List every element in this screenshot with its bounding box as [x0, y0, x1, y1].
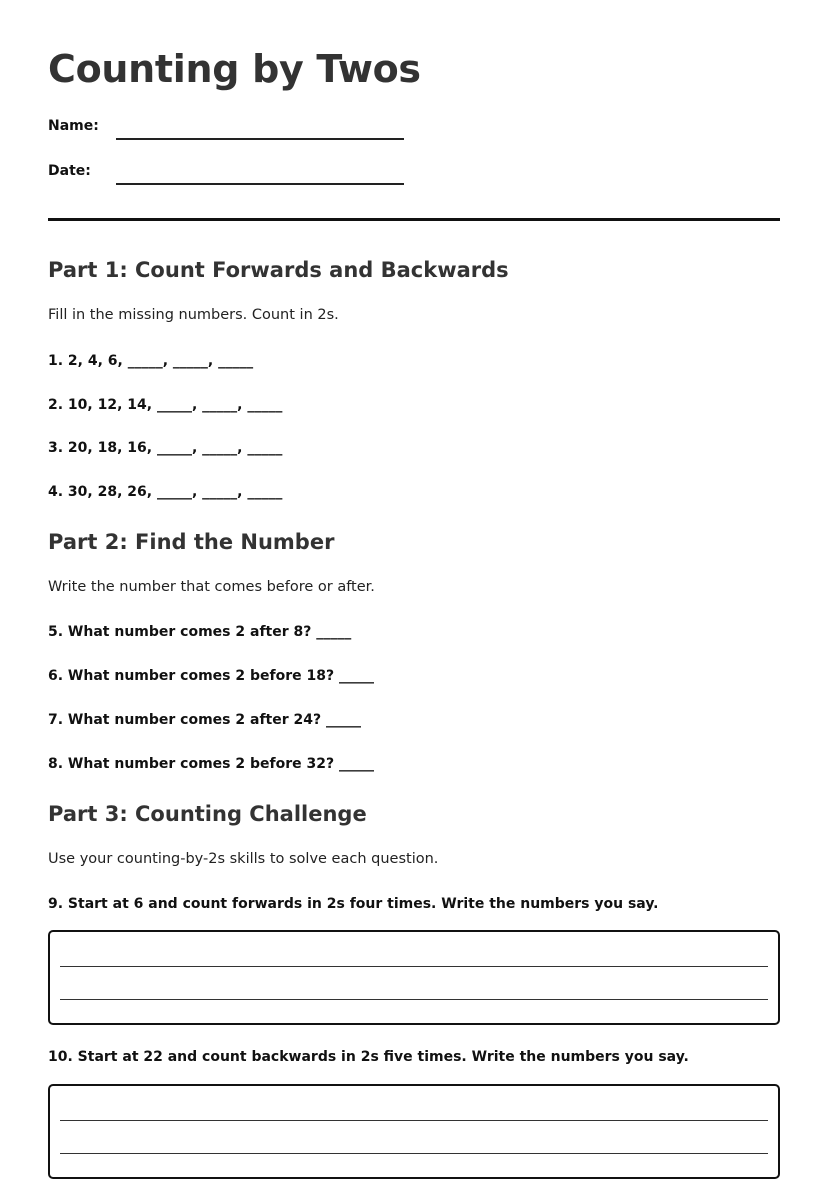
answer-line[interactable] — [60, 999, 768, 1000]
question-4: 4. 30, 28, 26, _____, _____, _____ — [48, 484, 283, 500]
answer-line[interactable] — [60, 1153, 768, 1154]
question-5: 5. What number comes 2 after 8? _____ — [48, 624, 352, 640]
answer-box-9[interactable] — [48, 930, 780, 1025]
question-10: 10. Start at 22 and count backwards in 2s five times. Write the numbers you say. — [48, 1049, 689, 1065]
date-label: Date: — [48, 163, 91, 179]
part2-title: Part 2: Find the Number — [48, 530, 335, 554]
date-field — [48, 163, 408, 187]
part2-instructions: Write the number that comes before or after. — [48, 579, 375, 595]
date-answer-line[interactable] — [116, 183, 404, 185]
header-divider — [48, 218, 780, 221]
question-9: 9. Start at 6 and count forwards in 2s four times. Write the numbers you say. — [48, 896, 659, 912]
answer-line[interactable] — [60, 1120, 768, 1121]
part3-title: Part 3: Counting Challenge — [48, 802, 367, 826]
question-6: 6. What number comes 2 before 18? _____ — [48, 668, 374, 684]
part1-instructions: Fill in the missing numbers. Count in 2s. — [48, 307, 339, 323]
answer-box-10[interactable] — [48, 1084, 780, 1179]
question-1: 1. 2, 4, 6, _____, _____, _____ — [48, 353, 254, 369]
name-answer-line[interactable] — [116, 138, 404, 140]
question-7: 7. What number comes 2 after 24? _____ — [48, 712, 361, 728]
question-3: 3. 20, 18, 16, _____, _____, _____ — [48, 440, 283, 456]
part3-instructions: Use your counting-by-2s skills to solve each question. — [48, 851, 439, 867]
answer-line[interactable] — [60, 966, 768, 967]
name-field — [48, 118, 408, 142]
question-8: 8. What number comes 2 before 32? _____ — [48, 756, 374, 772]
worksheet-title: Counting by Twos — [48, 47, 421, 91]
part1-title: Part 1: Count Forwards and Backwards — [48, 258, 509, 282]
question-2: 2. 10, 12, 14, _____, _____, _____ — [48, 397, 283, 413]
name-label: Name: — [48, 118, 99, 134]
